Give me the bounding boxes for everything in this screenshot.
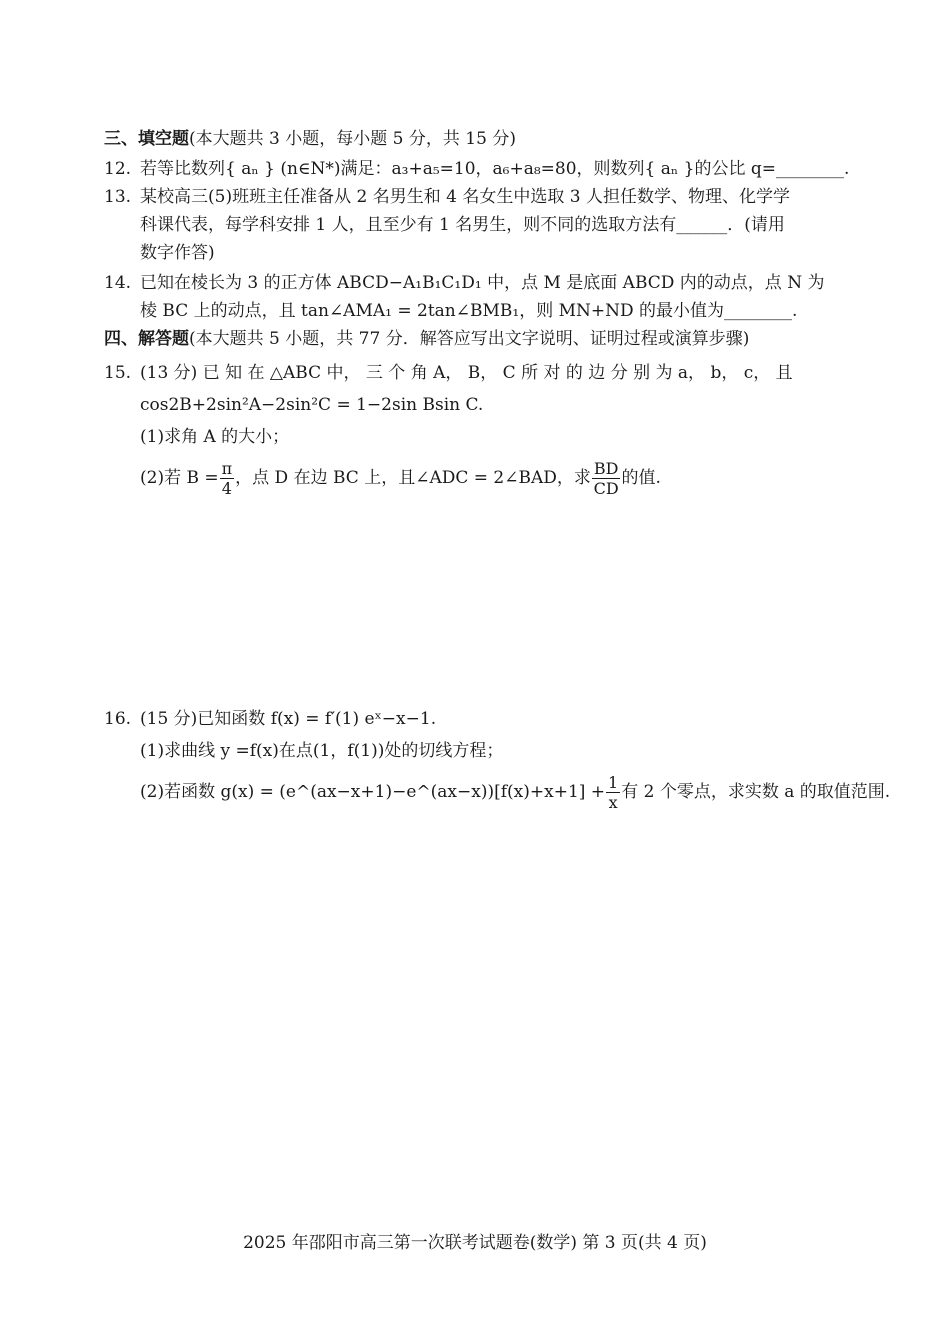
question-14-line1 [104,272,825,294]
q16-text-line1: (15 分)已知函数 f(x) = f′(1) eˣ−x−1. [140,709,437,729]
q15-part2-mid: ，点 D 在边 BC 上，且∠ADC = 2∠BAD，求 [235,468,591,488]
section3-note: (本大题共 3 小题，每小题 5 分，共 15 分) [189,129,516,149]
q13-text-line2: 科课代表，每学科安排 1 人，且至少有 1 名男生，则不同的选取方法有______．(请用 [140,215,785,235]
q15-text-line2: cos2B+2sin²A−2sin²C = 1−2sin Bsin C. [140,395,484,415]
fraction-1-over-x [606,773,620,812]
q13-text-line3: 数字作答) [140,243,215,263]
fraction-numerator: 1 [608,773,619,792]
question-12 [104,158,849,180]
section3-title: 三、填空题 [104,129,189,149]
fraction-denominator: CD [593,479,619,498]
q14-number: 14. [104,273,132,293]
fraction-denominator: 4 [221,479,232,498]
q15-part2-pre: (2)若 B = [140,468,219,488]
q14-text-line1: 已知在棱长为 3 的正方体 ABCD−A₁B₁C₁D₁ 中，点 M 是底面 ABCD 内的动点，点 N 为 [140,273,825,293]
q15-part2 [140,458,661,498]
q16-part2 [140,772,890,812]
q16-part2-pre: (2)若函数 g(x) = (e^(ax−x+1)−e^(ax−x))[f(x)+x+1] + [140,782,606,802]
q15-number: 15. [104,363,132,383]
section4-header [104,328,749,350]
q16-part1: (1)求曲线 y =f(x)在点(1，f(1))处的切线方程； [140,741,504,761]
question-13-line1 [104,186,790,208]
section4-title: 四、解答题 [104,329,189,349]
q15-part2-post: 的值. [621,468,661,488]
section3-header [104,128,516,150]
q13-text-line1: 某校高三(5)班班主任准备从 2 名男生和 4 名女生中选取 3 人担任数学、物理、化学学 [140,187,790,207]
fraction-bd-over-cd [592,459,621,498]
question-16-line1 [104,708,436,730]
section4-note: (本大题共 5 小题，共 77 分．解答应写出文字说明、证明过程或演算步骤) [189,329,750,349]
q16-part2-post: 有 2 个零点，求实数 a 的取值范围. [621,782,891,802]
fraction-denominator: x [608,793,618,812]
q15-text-line1: (13 分) 已 知 在 △ABC 中， 三 个 角 A， B， C 所 对 的 边 分 别 为 a， b， c， 且 [140,363,793,383]
page-footer: 2025 年邵阳市高三第一次联考试题卷(数学) 第 3 页(共 4 页) [243,1233,707,1253]
q12-number: 12. [104,159,132,179]
fraction-numerator: BD [593,459,619,478]
q15-part1: (1)求角 A 的大小； [140,427,290,447]
fraction-pi-over-4 [220,459,235,498]
q16-number: 16. [104,709,132,729]
q12-text: 若等比数列{ aₙ } (n∈N*)满足：a₃+a₅=10，a₆+a₈=80，则数列{ aₙ }的公比 q=________. [140,159,850,179]
q14-text-line2: 棱 BC 上的动点，且 tan∠AMA₁ = 2tan∠BMB₁，则 MN+ND 的最小值为________. [140,301,798,321]
q13-number: 13. [104,187,132,207]
fraction-numerator: π [221,459,233,478]
question-15-line1 [104,362,793,384]
